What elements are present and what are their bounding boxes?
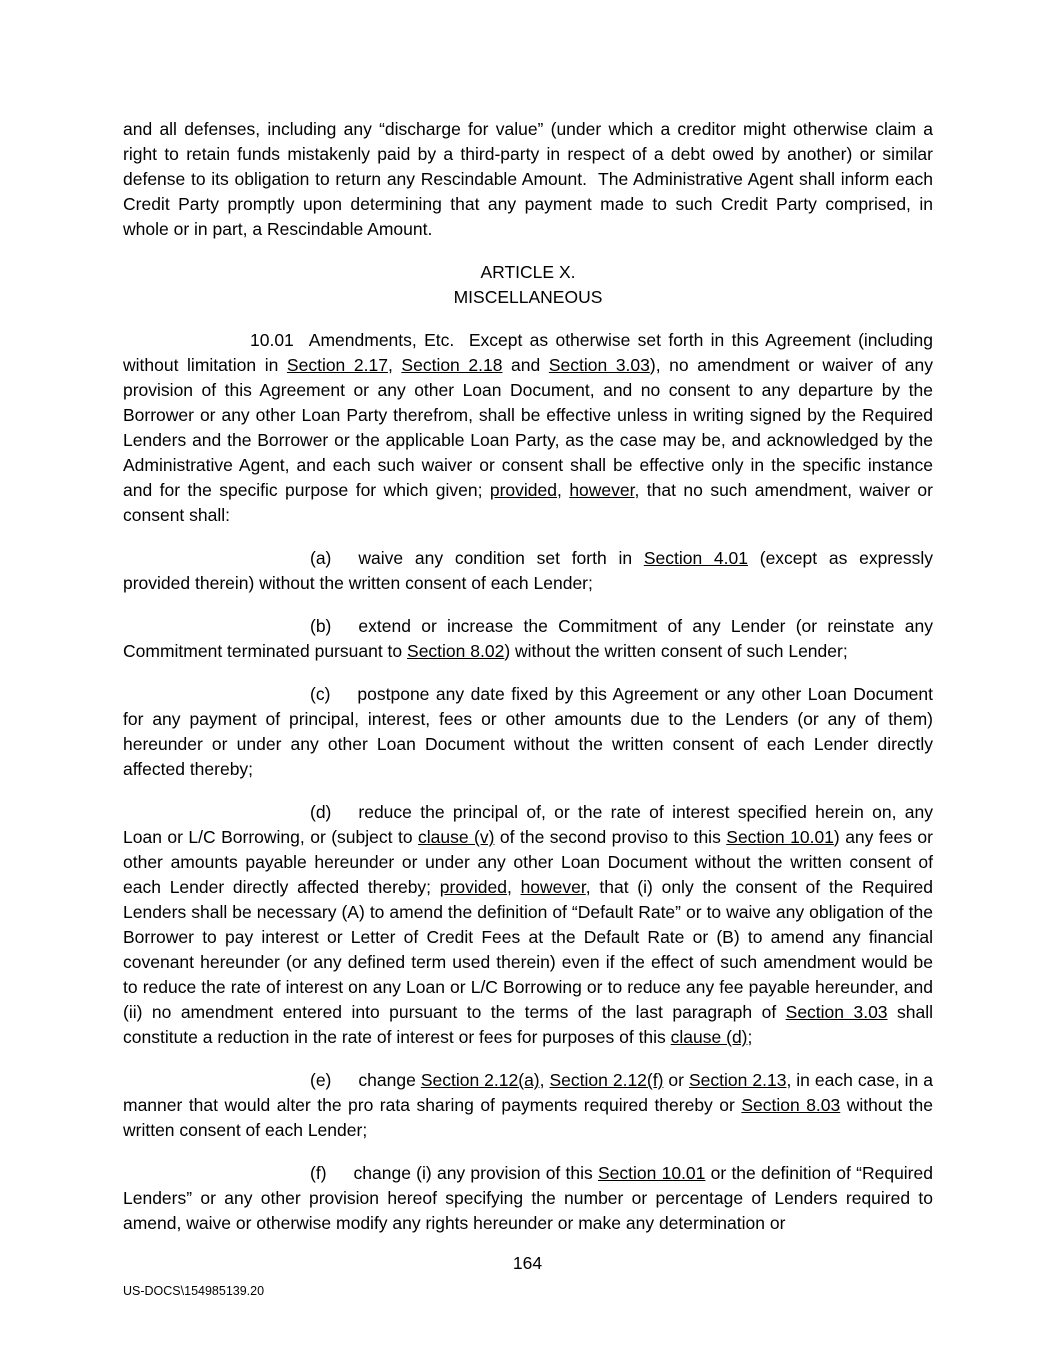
clause-a	[123, 546, 933, 596]
underlined-reference: provided	[439, 877, 507, 897]
paragraph-label: (b)	[310, 616, 332, 636]
text-run: of the second proviso to this	[494, 827, 727, 847]
underlined-reference: Section 8.02	[407, 641, 505, 661]
clause-c	[123, 682, 933, 782]
text-run: ,	[506, 877, 521, 897]
text-run: extend or increase the Commitment of any Lender (or reinstate any Commitment terminated pursuant to	[123, 616, 933, 661]
section-10-01-paragraph	[123, 328, 933, 528]
text-run: or	[663, 1070, 689, 1090]
underlined-reference: Section 3.03	[785, 1002, 888, 1022]
clause-b	[123, 614, 933, 664]
text-run: (except as expressly provided therein) without the written consent of each Lender;	[123, 548, 933, 593]
text-run: and	[502, 355, 549, 375]
underlined-reference: clause (v)	[418, 827, 495, 847]
text-run: ) without the written consent of such Lender;	[504, 641, 848, 661]
underlined-reference: Section 10.01	[598, 1163, 706, 1183]
clause-e	[123, 1068, 933, 1143]
continuation-paragraph	[123, 117, 933, 242]
paragraph-label: (e)	[310, 1070, 332, 1090]
article-heading-line: ARTICLE X.	[480, 262, 576, 282]
text-run: change (i) any provision of this	[353, 1163, 598, 1183]
document-id-footer: US-DOCS\154985139.20	[123, 1284, 265, 1298]
text-run: change	[358, 1070, 421, 1090]
text-run: Amendments, Etc. Except as otherwise set forth in this Agreement (including without limitation in	[123, 330, 933, 375]
paragraph-label: 10.01	[250, 330, 294, 350]
text-run: ,	[387, 355, 402, 375]
text-run: waive any condition set forth in	[358, 548, 644, 568]
text-run: and all defenses, including any “discharge for value” (under which a creditor might otherwise claim a right to retain funds mistakenly paid by a third-party in respect of a debt owed by another) or similar defense to its obligation to return any Rescindable Amount. The Administrative Agent shall inform each Credit Party promptly upon determining that any payment made to such Credit Party comprised, in whole or in part, a Rescindable Amount.	[123, 119, 933, 239]
paragraph-label: (a)	[310, 548, 332, 568]
text-run: ,	[539, 1070, 550, 1090]
underlined-reference: Section 2.12(f)	[549, 1070, 664, 1090]
underlined-reference: Section 10.01	[726, 827, 834, 847]
underlined-reference: Section 4.01	[643, 548, 748, 568]
text-run: , that (i) only the consent of the Required Lenders shall be necessary (A) to amend the definition of “Default Rate” or to waive any obligation of the Borrower to pay interest or Letter of Credit Fees at the Default Rate or (B) to amend any financial covenant hereunder (or any defined term used therein) even if the effect of such amendment would be to reduce the rate of interest on any Loan or L/C Borrowing or to reduce any fee payable hereunder, and (ii) no amendment entered into pursuant to the terms of the last paragraph of	[123, 877, 933, 1022]
article-heading-line: MISCELLANEOUS	[453, 287, 603, 307]
underlined-reference: Section 2.17	[286, 355, 388, 375]
text-run: , in each case, in a manner that would alter the pro rata sharing of payments required thereby or	[123, 1070, 934, 1115]
clause-f	[123, 1161, 933, 1236]
text-run: reduce the principal of, or the rate of interest specified herein on, any Loan or L/C Borrowing, or (subject to	[123, 802, 933, 847]
text-run: ), no amendment or waiver of any provision of this Agreement or any other Loan Document, and no consent to any departure by the Borrower or any other Loan Party therefrom, shall be effective unless in writing signed by the Required Lenders and the Borrower or the applicable Loan Party, as the case may be, and acknowledged by the Administrative Agent, and each such waiver or consent shall be effective only in the specific instance and for the specific purpose for which given;	[123, 355, 933, 500]
text-run: without the written consent of each Lender;	[123, 1095, 934, 1140]
underlined-reference: provided	[489, 480, 558, 500]
paragraph-label: (c)	[310, 684, 331, 704]
text-run: or the definition of “Required Lenders” or any other provision hereof specifying the number or percentage of Lenders required to amend, waive or otherwise modify any rights hereunder or make any determination or	[123, 1163, 933, 1233]
text-run: , that no such amendment, waiver or consent shall:	[123, 480, 933, 525]
clause-d	[123, 800, 933, 1050]
paragraph-label: (f)	[310, 1163, 327, 1183]
underlined-reference: however	[520, 877, 586, 897]
underlined-reference: Section 3.03	[548, 355, 650, 375]
text-run: postpone any date fixed by this Agreement or any other Loan Document for any payment of principal, interest, fees or other amounts due to the Lenders (or any of them) hereunder or under any other Loan Document without the written consent of each Lender directly affected thereby;	[123, 684, 933, 779]
page-number: 164	[512, 1253, 543, 1273]
text-run: ;	[747, 1027, 753, 1047]
article-heading	[123, 260, 933, 310]
text-run: ) any fees or other amounts payable hereunder or under any other Loan Document without the written consent of each Lender directly affected thereby;	[123, 827, 933, 897]
paragraph-label: (d)	[310, 802, 332, 822]
underlined-reference: Section 2.18	[401, 355, 503, 375]
underlined-reference: however	[569, 480, 635, 500]
underlined-reference: Section 2.13	[689, 1070, 787, 1090]
underlined-reference: clause (d)	[670, 1027, 748, 1047]
underlined-reference: Section 2.12(a)	[420, 1070, 540, 1090]
text-run: ,	[557, 480, 570, 500]
text-run: shall constitute a reduction in the rate of interest or fees for purposes of this	[123, 1002, 933, 1047]
document-body	[123, 117, 933, 1254]
underlined-reference: Section 8.03	[741, 1095, 841, 1115]
